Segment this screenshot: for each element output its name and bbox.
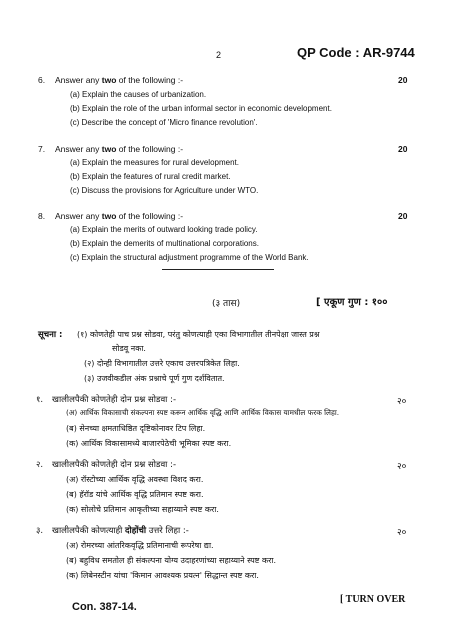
question-marks: २०	[397, 528, 407, 538]
total-marks: [ एकूण गुण : १००	[316, 297, 388, 308]
sub-question: (अ) आर्थिक विकासाची संकल्पना स्पष्ट करून आर्थिक वृद्धि आणि आर्थिक विकास यामधील फरक लिहा.	[66, 408, 340, 417]
con-code: Con. 387-14.	[72, 601, 137, 613]
question-prompt: Answer any two of the following :-	[55, 75, 184, 85]
question-marks: २०	[397, 397, 407, 407]
instruction-item: सोडवू नका.	[112, 344, 146, 353]
sub-question: (अ) रोमरच्या आंतरिकवृद्धि प्रतिमानाची रूपरेषा द्या.	[66, 541, 214, 550]
page-number: 2	[216, 50, 222, 60]
turn-over-note: [ TURN OVER	[340, 594, 406, 605]
question-marks: 20	[398, 211, 408, 221]
sub-question: (b) Explain the role of the urban informal sector in economic development.	[70, 104, 332, 113]
instruction-item: (२) दोन्ही विभागातील उत्तरे एकाच उत्तरपत्रिकेत लिहा.	[84, 359, 240, 368]
question-number: 7.	[38, 144, 46, 154]
question-prompt: खालीलपैकी कोणत्याही दोहोंची उत्तरे लिहा :-	[52, 526, 189, 536]
sub-question: (क) लिबेनस्टीन यांचा 'किमान आवश्यक प्रयत्न' सिद्धान्त स्पष्ट करा.	[66, 571, 259, 580]
question-prompt: Answer any two of the following :-	[55, 144, 184, 154]
sub-question: (ब) सेनच्या क्षमताधिष्ठित दृष्टिकोनावर टिप लिहा.	[66, 424, 206, 433]
instruction-item: (३) उजवीकडील अंक प्रश्नाचे पूर्ण गुण दर्शवितात.	[84, 374, 225, 383]
sub-question: (a) Explain the merits of outward looking trade policy.	[70, 225, 258, 234]
question-prompt: खालीलपैकी कोणतेही दोन प्रश्न सोडवा :-	[52, 395, 177, 405]
question-number: १.	[36, 395, 44, 405]
instructions-label: सूचना :	[38, 330, 63, 340]
qp-code: QP Code : AR-9744	[297, 45, 415, 60]
question-prompt: Answer any two of the following :-	[55, 211, 184, 221]
sub-question: (क) सोलोचे प्रतिमान आकृतीच्या सहाय्याने स्पष्ट करा.	[66, 505, 219, 514]
sub-question: (b) Explain the demerits of multinational corporations.	[70, 239, 259, 248]
sub-question: (c) Discuss the provisions for Agriculture under WTO.	[70, 186, 259, 195]
section-divider	[162, 269, 274, 270]
sub-question: (ब) हॅरॉड यांचे आर्थिक वृद्धि प्रतिमान स्पष्ट करा.	[66, 490, 204, 499]
sub-question: (c) Explain the structural adjustment programme of the World Bank.	[70, 253, 309, 262]
question-number: २.	[36, 460, 44, 470]
question-number: 6.	[38, 75, 46, 85]
sub-question: (c) Describe the concept of 'Micro finance revolution'.	[70, 118, 258, 127]
sub-question: (ब) बहुविध समतोल ही संकल्पना योग्य उदाहरणांच्या सहाय्याने स्पष्ट करा.	[66, 556, 276, 565]
question-marks: 20	[398, 144, 408, 154]
sub-question: (क) आर्थिक विकासामध्ये बाजारपेठेची भूमिका स्पष्ट करा.	[66, 439, 232, 448]
question-marks: २०	[397, 462, 407, 472]
sub-question: (a) Explain the measures for rural development.	[70, 158, 239, 167]
question-number: ३.	[36, 526, 44, 536]
question-number: 8.	[38, 211, 46, 221]
sub-question: (अ) रॉस्टोच्या आर्थिक वृद्धि अवस्था विशद करा.	[66, 475, 204, 484]
exam-duration: (३ तास)	[212, 299, 241, 309]
sub-question: (b) Explain the features of rural credit market.	[70, 172, 231, 181]
question-prompt: खालीलपैकी कोणतेही दोन प्रश्न सोडवा :-	[52, 460, 177, 470]
instruction-item: (१) कोणतेही पाच प्रश्न सोडवा, परंतु कोणत्याही एका विभागातील तीनपेक्षा जास्त प्रश्न	[77, 330, 320, 339]
question-marks: 20	[398, 75, 408, 85]
sub-question: (a) Explain the causes of urbanization.	[70, 90, 207, 99]
